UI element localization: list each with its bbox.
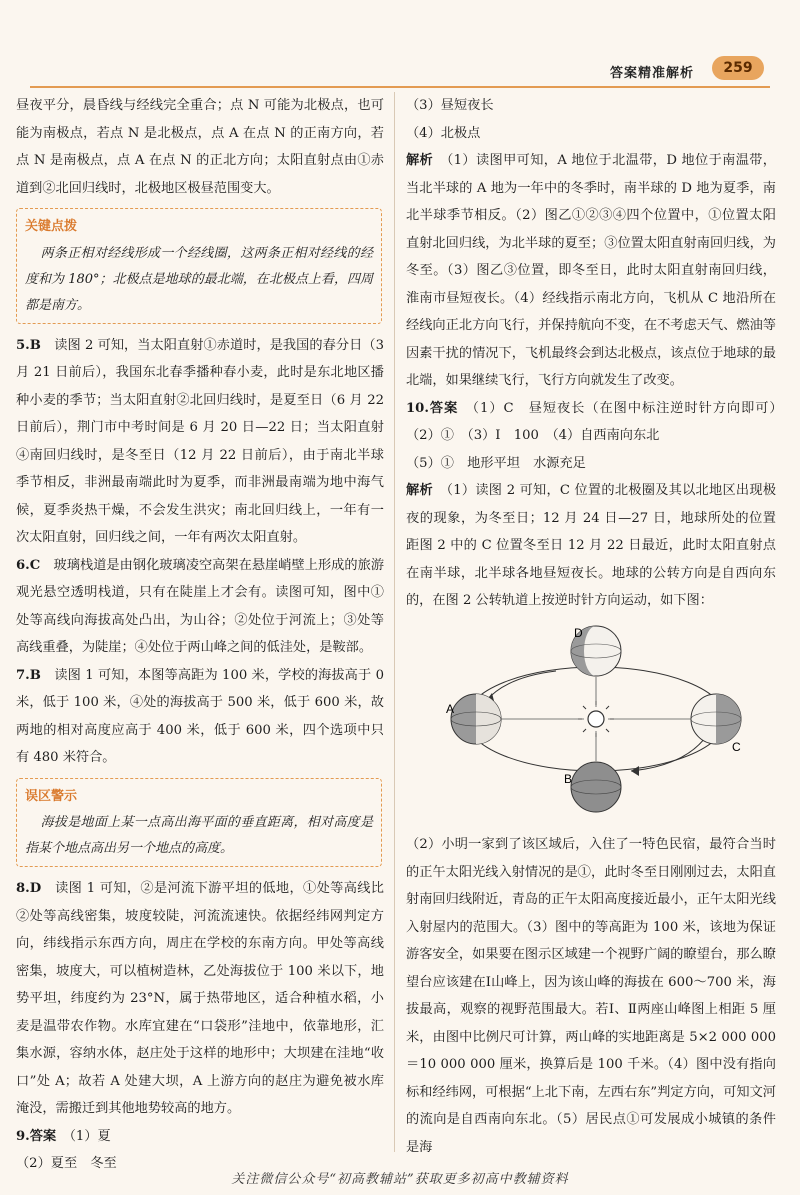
label-d: D [574, 625, 583, 640]
earth-b [571, 762, 621, 812]
key-point-title: 关键点拨 [21, 213, 81, 241]
mistake-warning-title: 误区警示 [21, 783, 81, 811]
answer-7-text: 读图 1 可知，本图等高距为 100 米，学校的海拔高于 0 米，低于 100 米，④处的海拔高于 500 米，低于 600 米，故两地的相对高度应高于 400 米，低于 600 米，四个选项中只有 480 米符合。 [16, 667, 384, 765]
label-c: C [732, 739, 741, 754]
analysis-9-text: （1）读图甲可知，A 地位于北温带，D 地位于南温带，当北半球的 A 地为一年中的冬季时，南半球的 D 地为夏季，南北半球季节相反。（2）图乙①②③④四个位置中，①位置太阳直射北回归线，为北半球的夏至；③位置太阳直射南回归线，为冬至。（3）图乙③位置，即冬至日，此时太阳直射南回归线，淮南市昼短夜长。（4）经线指示南北方向，飞机从 C 地沿所在经线向正北方向飞行，并保持航向不变，在不考虑天气、燃油等因素干扰的情况下，飞机最终会到达北极点，该点位于地球的最北端，如果继续飞行，飞行方向就发生了改变。 [406, 153, 776, 388]
orbit-arrowhead-icon-2 [631, 766, 639, 776]
mistake-warning-box [16, 778, 382, 868]
answer-10-part1: （1）C 昼短夜长（在图中标注逆时针方向即可） （2）① （3）Ⅰ 100 （4）自西南向东北 [406, 400, 790, 443]
analysis-10-text: （1）读图 2 可知，C 位置的北极圈及其以北地区出现极夜的现象，为冬至日；12 月 24 日—27 日，地球所处的位置距图 2 中的 C 位置冬至日 12 月 22 日最近，此时太阳直射点在南半球，北半球各地昼短夜长。地球的公转方向是自西向东的，在图 2 公转轨道上按逆时针方向运动，如下图： [406, 483, 777, 608]
answer-5 [16, 332, 384, 552]
answer-6-text: 玻璃栈道是由钢化玻璃凌空高架在悬崖峭壁上形成的旅游观光悬空透明栈道，只有在陡崖上才会有。读图可知，图中①处等高线向海拔高处凸出，为山谷；②处位于河流上；③处等高线重叠，为陡崖；④处位于两山峰之间的低洼处，是鞍部。 [16, 557, 385, 655]
answer-9-number: 9.答案 [16, 1128, 57, 1144]
answer-9-part4: （4）北极点 [406, 125, 481, 141]
answer-5-number: 5.B [16, 337, 41, 353]
label-b: B [564, 771, 573, 786]
key-point-box [16, 208, 382, 324]
answer-6 [16, 552, 384, 662]
answer-7 [16, 662, 384, 772]
analysis-10-continued: （2）小明一家到了该区域后，入住了一特色民宿，最符合当时的正午太阳光线入射情况的是①，此时冬至日刚刚过去，太阳直射南回归线附近，青岛的正午太阳高度接近最小，正午太阳光线入射屋内的范围大。（3）图中的等高距为 100 米，该地为保证游客安全，如果要在图示区域建一个视野广阔的瞭望台，那么瞭望台应该建在Ⅰ山峰上，因为该山峰的海拔在 600～700 米，海拔最高，观察的视野范围最大。若Ⅰ、Ⅱ两座山峰图上相距 5 厘米，由图中比例尺可计算，两山峰的实地距离是 5×2 000 000＝10 000 000 厘米，换算后是 100 千米。（4）图中没有指向标和经纬网，可根据“上北下南，左西右东”判定方向，可知文河的流向是自西南向东北。（5）居民点①可发展成小城镇的条件是海 [406, 837, 776, 1155]
answer-8-number: 8.D [16, 881, 42, 896]
analysis-label: 解析 [406, 153, 434, 168]
answer-5-text: 读图 2 可知，当太阳直射①赤道时，是我国的春分日（3 月 21 日前后），我国东北春季播种春小麦，此时是东北地区播种小麦的季节；当太阳直射②北回归线时，是夏至日（6 月 22 日前后），荆门市中考时间是 6 月 20 日—22 日；当太阳直射④南回归线时，是冬至日（12 月 22 日前后），由于南北半球季节相反，非洲最南端此时为夏季，而非洲最南端为地中海气候，夏季炎热干燥，不会发生洪灾；南北回归线上，一年有一次太阳直射，回归线之间，一年有两次太阳直射。 [16, 337, 384, 545]
answer-8 [16, 875, 384, 1123]
analysis-label-2: 解析 [406, 483, 433, 498]
earth-c [691, 694, 741, 744]
earth-a [451, 694, 501, 744]
paragraph-continued: 昼夜平分，晨昏线与经线完全重合；点 N 可能为北极点，也可能为南极点，若点 N 是北极点，点 A 在点 N 的正南方向，若点 N 是南极点，点 A 在点 N 的正北方向；太阳直射点由①赤道到②北回归线时，北极地区极昼范围变大。 [16, 98, 384, 196]
answer-10 [406, 395, 790, 450]
analysis-9 [406, 147, 776, 395]
key-point-text: 两条正相对经线形成一个经线圈，这两条正相对经线的经度和为 180°；北极点是地球的最北端，在北极点上看，四周都是南方。 [25, 245, 373, 313]
footer-note: 关注微信公众号“初高教辅站”获取更多初高中教辅资料 [231, 1172, 569, 1187]
left-column [16, 92, 384, 1178]
mistake-warning-text: 海拔是地面上某一点高出海平面的垂直距离，相对高度是指某个地点高出另一个地点的高度。 [25, 815, 373, 856]
page-header [0, 0, 800, 86]
answer-9-part1: （1）夏 [69, 1128, 111, 1144]
answer-10-part5: （5）① 地形平坦 水源充足 [406, 455, 586, 471]
label-a: A [446, 701, 455, 716]
answer-9-part2: （2）夏至 冬至 [16, 1156, 117, 1171]
answer-6-number: 6.C [16, 557, 41, 573]
column-divider [394, 92, 395, 1152]
earth-orbit-diagram [436, 619, 756, 819]
analysis-10 [406, 477, 776, 615]
answer-8-text: 读图 1 可知，②是河流下游平坦的低地，①处等高线比②处等高线密集，坡度较陡，河流流速快。依据经纬网判定方向，纬线指示东西方向，周庄在学校的东南方向。甲处等高线密集，坡度大，可以植树造林，乙处海拔位于 100 米以下，地势平坦，纬度约为 23°N，属于热带地区，适合种植水稻，小麦是温带农作物。水库宜建在“口袋形”洼地中，依靠地形，汇集水源，容纳水体，赵庄处于这样的地形中；大坝建在洼地“收口”处 A；故若 A 处建大坝，A 上游方向的赵庄为避免被水库淹没，需搬迁到其他地势较高的地方。 [16, 881, 384, 1116]
header-rule [30, 86, 770, 88]
right-column [406, 92, 790, 1161]
answer-9 [16, 1123, 384, 1151]
answer-7-number: 7.B [16, 667, 41, 683]
page-number-badge: 259 [712, 56, 764, 80]
section-title: 答案精准解析 [610, 66, 695, 81]
answer-9-part3: （3）昼短夜长 [406, 98, 494, 113]
answer-10-number: 10.答案 [406, 400, 459, 416]
